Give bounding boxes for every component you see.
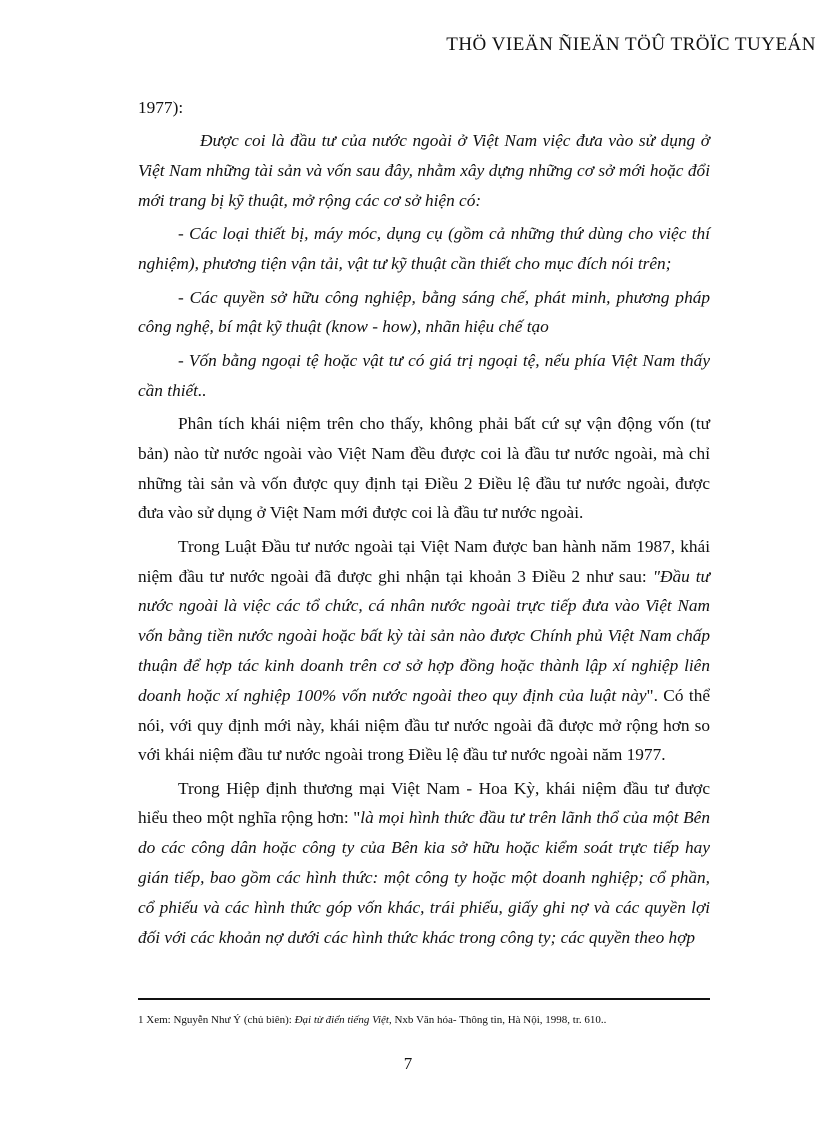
paragraph-continuation: 1977): — [138, 98, 184, 117]
quoted-definition: Được coi là đầu tư của nước ngoài ở Việt Nam việc đưa vào sử dụng ở Việt Nam những tài sản và vốn sau đây, nhằm xây dựng những cơ sở mới hoặc đổi mới trang bị kỹ thuật, mở rộng các cơ sở hiện có: — [138, 131, 710, 210]
page-header: THÖ VIEÄN ÑIEÄN TÖÛ TRÖÏC TUYEÁN — [446, 34, 816, 55]
trade-agreement-intro: Trong Hiệp định thương mại Việt Nam - Hoa Kỳ, khái niệm đầu tư được hiểu theo một nghĩa rộng hơn: " — [138, 778, 710, 828]
document-body — [138, 93, 710, 956]
law-1987-intro: Trong Luật Đầu tư nước ngoài tại Việt Nam được ban hành năm 1987, khái niệm đầu tư nước ngoài đã được ghi nhận tại khoản 3 Điều 2 như sau: — [138, 536, 710, 586]
paragraph-trade-agreement — [138, 774, 710, 953]
footnote-divider — [138, 998, 710, 1000]
trade-agreement-quote: là mọi hình thức đầu tư trên lãnh thổ của một Bên do các công dân hoặc công ty của Bên kia sở hữu hoặc kiểm soát trực tiếp hay gián tiếp, bao gồm các hình thức: một công ty hoặc một doanh nghiệp; cổ phần, cổ phiếu và các hình thức góp vốn khác, trái phiếu, giấy ghi nợ và các quyền lợi đối với các khoản nợ dưới các hình thức khác trong công ty; các quyền theo hợp — [138, 808, 710, 947]
footnote-rest: , Nxb Văn hóa- Thông tin, Hà Nội, 1998, tr. 610.. — [388, 1014, 607, 1026]
page-number: 7 — [403, 1054, 413, 1073]
paragraph-law-1987 — [138, 532, 710, 770]
law-1987-outro: ". Có thể nói, với quy định mới này, khái niệm đầu tư nước ngoài đã được mở rộng hơn so với khái niệm đầu tư nước ngoài trong Điều lệ đầu tư nước ngoài năm 1977. — [138, 685, 710, 765]
list-item-equipment: - Các loại thiết bị, máy móc, dụng cụ (gồm cả những thứ dùng cho việc thí nghiệm), phương tiện vận tải, vật tư kỹ thuật cần thiết cho mục đích nói trên; — [138, 224, 710, 274]
footnote-book-title: Đại từ điển tiếng Việt — [294, 1014, 389, 1026]
footnote-lead: 1 Xem: Nguyễn Như Ý (chủ biên): — [138, 1014, 295, 1026]
list-item-foreign-currency: - Vốn bằng ngoại tệ hoặc vật tư có giá trị ngoại tệ, nếu phía Việt Nam thấy cần thiết.. — [138, 350, 710, 400]
law-1987-quote: "Đầu tư nước ngoài là việc các tổ chức, cá nhân nước ngoài trực tiếp đưa vào Việt Nam vốn bằng tiền nước ngoài hoặc bất kỳ tài sản nào được Chính phủ Việt Nam chấp thuận để hợp tác kinh doanh trên cơ sở hợp đồng hoặc thành lập xí nghiệp liên doanh hoặc xí nghiệp 100% vốn nước ngoài theo quy định của luật này — [138, 566, 710, 705]
paragraph-analysis: Phân tích khái niệm trên cho thấy, không phải bất cứ sự vận động vốn (tư bản) nào từ nước ngoài vào Việt Nam đều được coi là đầu tư nước ngoài, mà chỉ những tài sản và vốn được quy định tại Điều 2 Điều lệ đầu tư nước ngoài, được đưa vào sử dụng ở Việt Nam mới được coi là đầu tư nước ngoài. — [138, 413, 710, 523]
list-item-ip-rights: - Các quyền sở hữu công nghiệp, bằng sáng chế, phát minh, phương pháp công nghệ, bí mật kỹ thuật (know - how), nhãn hiệu chế tạo — [138, 287, 710, 337]
footnote — [138, 1013, 738, 1027]
